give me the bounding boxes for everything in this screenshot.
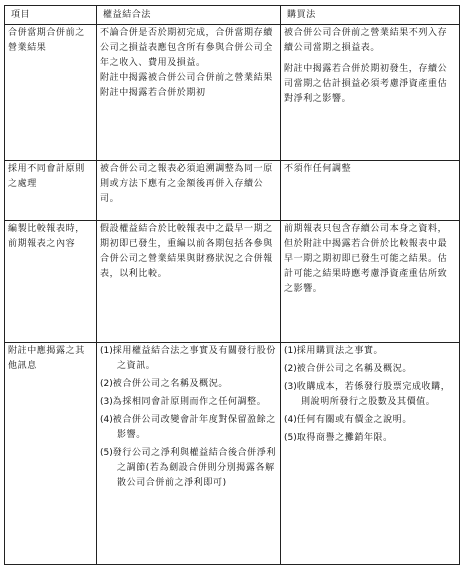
item-number: (4) xyxy=(284,415,297,425)
table-row xyxy=(5,221,460,343)
item-text: 收購成本，若係發行股票完成收購，則說明所發行之股數及其價值。 xyxy=(296,382,451,407)
cell-paragraph: 被合併公司合併前之營業結果不列入存續公司當期之損益表。 xyxy=(284,28,448,53)
item-number: (2) xyxy=(100,379,113,389)
comparison-table xyxy=(4,5,460,565)
item-number: (5) xyxy=(284,433,297,443)
row-item-label: 採用不同會計原則之處理 xyxy=(5,161,97,221)
cell-paragraph: 不須作任何調整 xyxy=(284,164,352,174)
header-row xyxy=(5,6,460,25)
item-text: 採用權益結合法之事實及有關發行股份之資訊。 xyxy=(112,346,276,371)
pooling-cell xyxy=(97,161,281,221)
item-number: (5) xyxy=(100,448,113,458)
list-item xyxy=(100,413,277,443)
table-row xyxy=(5,25,460,161)
header-pooling: 權益結合法 xyxy=(97,6,281,25)
header-purchase: 購買法 xyxy=(281,6,460,25)
cell-paragraph: 被合併公司之報表必須追溯調整為同一原則或方法下應有之金額後再併入存續公司。 xyxy=(100,164,273,204)
list-item xyxy=(284,362,456,377)
item-number: (2) xyxy=(284,364,297,374)
purchase-cell xyxy=(281,161,460,221)
cell-paragraph: 附註中揭露被合併公司合併前之營業結果附註中揭露若合併於期初 xyxy=(100,73,273,98)
item-text: 取得商譽之攤銷年限。 xyxy=(296,433,393,443)
row-item-label: 合併當期合併前之營業結果 xyxy=(5,25,97,161)
item-text: 採用購買法之事實。 xyxy=(296,346,384,356)
list-item xyxy=(100,377,277,392)
purchase-disclosure-list xyxy=(284,344,456,446)
pooling-cell xyxy=(97,221,281,343)
list-item xyxy=(100,395,277,410)
pooling-cell xyxy=(97,25,281,161)
item-text: 為採相同會計原則而作之任何調整。 xyxy=(112,397,267,407)
list-item xyxy=(284,431,456,446)
item-text: 被合併公司之名稱及概況。 xyxy=(112,379,228,389)
row-item-label: 編製比較報表時，前期報表之內容 xyxy=(5,221,97,343)
purchase-cell xyxy=(281,343,460,565)
header-item: 項目 xyxy=(5,6,97,25)
cell-paragraph: 不論合併是否於期初完成，合併當期存續公司之損益表應包含所有參與合併公司全年之收入、費用及損益。 xyxy=(100,28,273,68)
list-item xyxy=(100,344,277,374)
cell-paragraph: 前期報表只包含存續公司本身之資料，但於附註中揭露若合併於比較報表中最早一期之期初即已發生可能之結果。估計可能之結果時應考慮淨資產重估所致之影響。 xyxy=(284,224,448,294)
pooling-cell xyxy=(97,343,281,565)
item-text: 被合併公司改變會計年度對保留盈餘之影響。 xyxy=(112,415,276,440)
row-item-label: 附註中應揭露之其他訊息 xyxy=(5,343,97,565)
list-item xyxy=(100,446,277,491)
table-row xyxy=(5,343,460,565)
purchase-cell xyxy=(281,25,460,161)
item-text: 發行公司之淨利與權益結合後合併淨利之調節(若為劍設合併則分別揭露各解散公司合併前之淨利即可) xyxy=(112,448,276,488)
table-row xyxy=(5,161,460,221)
list-item xyxy=(284,344,456,359)
item-number: (1) xyxy=(284,346,297,356)
list-item xyxy=(284,413,456,428)
list-item xyxy=(284,380,456,410)
purchase-cell xyxy=(281,221,460,343)
item-number: (3) xyxy=(284,382,297,392)
item-text: 任何有關或有價金之說明。 xyxy=(296,415,412,425)
pooling-disclosure-list xyxy=(100,344,277,491)
item-text: 被合併公司之名稱及概況。 xyxy=(296,364,412,374)
item-number: (3) xyxy=(100,397,113,407)
cell-paragraph: 假設權益結合於比較報表中之最早一期之期初即已發生，重編以前各期包括各參與合併公司之營業結果與財務狀況之合併報表，以利比較。 xyxy=(100,224,273,279)
item-number: (1) xyxy=(100,346,113,356)
item-number: (4) xyxy=(100,415,113,425)
cell-paragraph: 附註中揭露若合併於期初發生，存續公司當期之估計損益必須考慮淨資產重估對淨利之影響。 xyxy=(284,64,448,104)
